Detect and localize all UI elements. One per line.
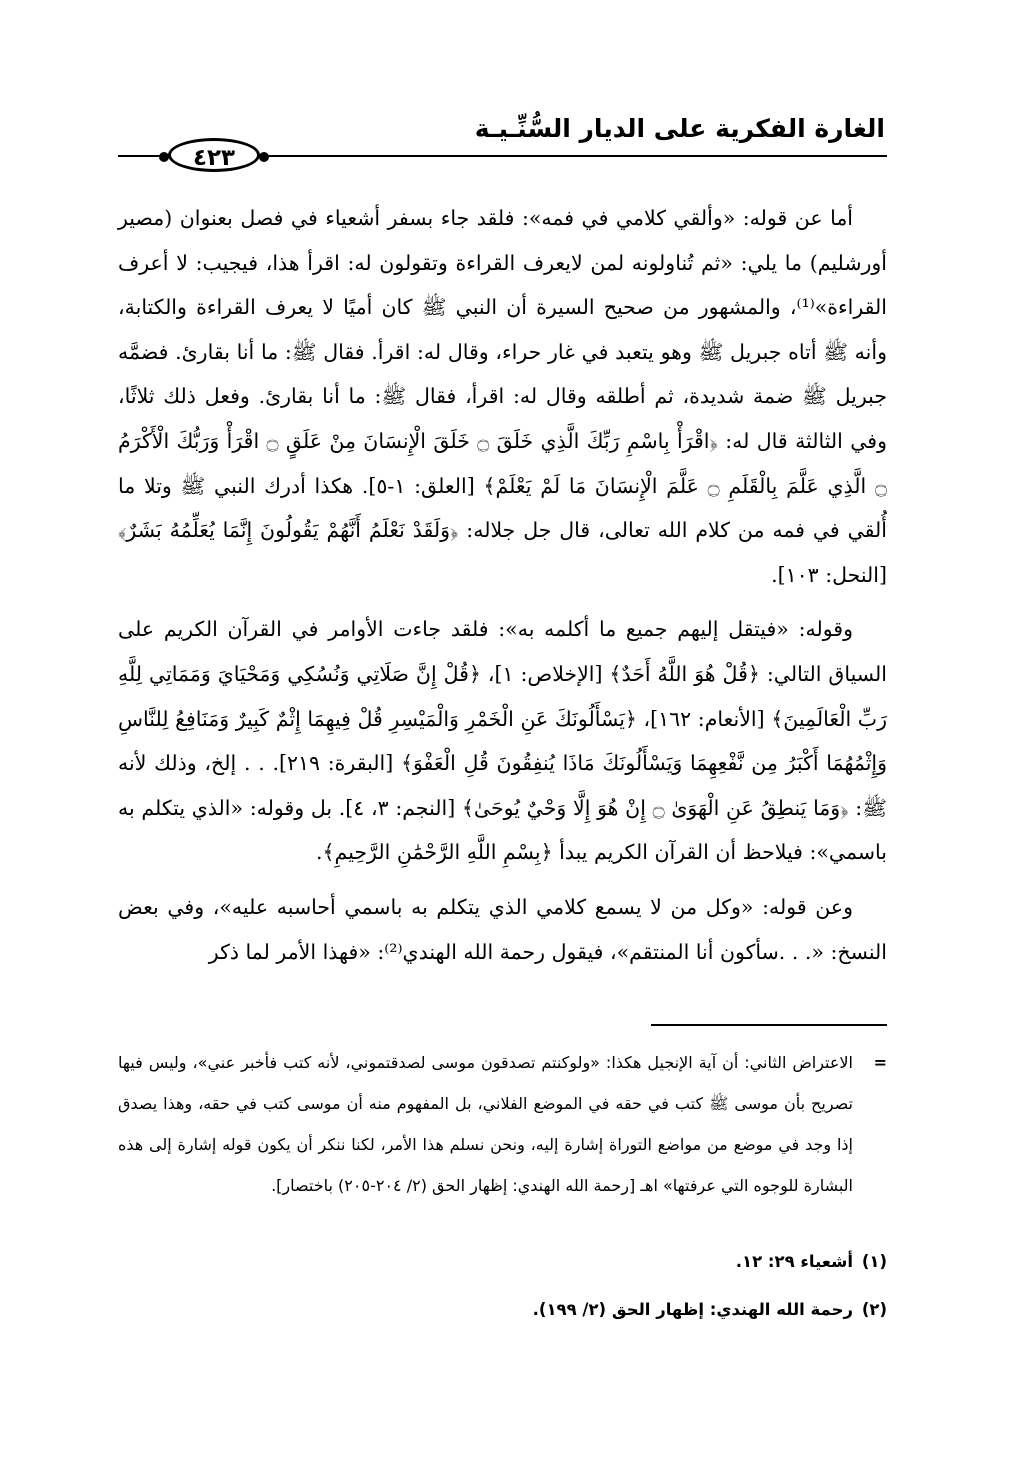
footnote-item [118,1286,887,1334]
footnote-text: أشعياء ٢٩: ١٢. [735,1252,853,1271]
body-text [118,196,887,980]
footnotes [118,1238,887,1334]
paragraph-3 [118,885,887,974]
paragraph-line: أدرك النبي ﷺ وتلا ما أُلقي في فمه من كلام الله تعالى، قال جل جلاله: ﴿وَلَقَدْ نَعْلَمُ [118,473,887,543]
footnote-item [118,1238,887,1286]
paragraph-line: بقارئ. وفعل ذلك ثلاثًا، وفي الثالثة قال له: ﴿اقْرَأْ بِاسْمِ رَبِّكَ الَّذِي خَلَقَ ۝ خَلَقَ الْإِنسَانَ مِنْ [118,384,888,453]
paragraph-line: وقوله: «الذي يتكلم به باسمي»: فيلاحظ أن القرآن الكريم يبدأ ﴿بِسْمِ اللَّهِ الرَّحْمَٰنِ [118,795,887,865]
continuation-text [118,1042,853,1206]
paragraph-line: والكتابة، وأنه ﷺ أتاه جبريل ﷺ وهو يتعبد في غار حراء، وقال له: اقرأ. فقال ﷺ: [118,295,887,364]
paragraph-1 [118,196,887,597]
continuation-line: الاعتراض الثاني: أن آية الإنجيل هكذا: «ولوكنتم تصدقون موسى لصدقتموني، لأنه كتب فأخبر عني»، [192,1053,854,1072]
continuation-line: حقه، وهذا يصدق إذا وجد في موضع من مواضع التوراة إشارة إليه، ونحن نسلم هذا الأمر، لكنا ننكر أن [118,1094,853,1154]
paragraph-line: أورشليم) ما يلي: «ثم تُناولونه لمن لايعرف القراءة وتقولون له: اقرأ هذا، فيجيب: لا [176,250,887,275]
paragraph-line: الرَّحِيمِ﴾. [316,840,391,865]
paragraph-line: ما أنا بقارئ. فضمَّه جبريل ﷺ ضمة شديدة، ثم أطلقه وقال له: اقرأ، فقال ﷺ: ما أنا [118,339,887,409]
footnote-continuation [118,1042,887,1206]
paragraph-line: النسخ: «. . .سأكون أنا المنتقم»، فيقول رحمة الله الهندي⁽²⁾: «فهذا الأمر لما ذكر [208,939,887,964]
paragraph-line: أعرف القراءة»⁽¹⁾، والمشهور من صحيح السيرة أن النبي ﷺ كان أميًا لا يعرف القراءة [118,250,887,320]
footnote-marker: (٢) [861,1300,887,1319]
continuation-line: وليس فيها تصريح بأن موسى ﷺ كتب في حقه في الموضع الفلاني، بل المفهوم منه أن موسى كتب في [118,1053,853,1113]
continuation-line: باختصار]. [271,1176,333,1195]
paragraph-line: وقوله: «فيتقل إليهم جميع ما أكلمه به»: فلقد جاءت الأوامر في القرآن الكريم على [118,617,853,642]
footnote-text: رحمة الله الهندي: إظهار الحق (٢/ ١٩٩). [532,1300,853,1319]
continuation-line: يكون قوله إشارة إلى هذه البشارة للوجوه التي عرفتها» اهـ [رحمة الله الهندي: إظهار الحق (٢/ ٢٠٤-٢٠٥) [118,1135,853,1195]
paragraph-line: أَنَّهُمْ يَقُولُونَ إِنَّمَا يُعَلِّمُهُ بَشَرٌ﴾ [النحل: ١٠٣]. [118,518,887,587]
paragraph-line: لِلَّهِ رَبِّ الْعَالَمِينَ﴾ [الأنعام: ١٦٢]، ﴿يَسْأَلُونَكَ عَنِ الْخَمْرِ وَالْمَيْسِرِ قُلْ فِيهِمَا إِثْمٌ كَبِيرٌ [118,661,887,731]
paragraph-line: السياق التالي: ﴿قُلْ هُوَ اللَّهُ أَحَدٌ﴾ [الإخلاص: ١]، ﴿قُلْ إِنَّ صَلَاتِي وَنُسُكِي وَمَحْيَايَ وَمَمَاتِي [149,661,887,686]
page-number: ٤٢٣ [168,138,260,172]
running-header-title: الغارة الفكرية على الديار السُّنِّـيـة [474,114,885,143]
paragraph-line: وعن قوله: «وكل من لا يسمع كلامي الذي يتكلم به باسمي أحاسبه عليه»، وفي بعض [118,894,853,919]
footnote-separator [651,1024,887,1026]
footnote-marker: (١) [861,1252,887,1271]
paragraph-line: إلخ، وذلك لأنه ﷺ: ﴿وَمَا يَنطِقُ عَنِ الْهَوَىٰ ۝ إِنْ هُوَ إِلَّا وَحْيٌ يُوحَىٰ﴾ [النجم: ٣، ٤]. بل [118,751,887,820]
paragraph-line: عَلَقٍ ۝ اقْرَأْ وَرَبُّكَ الْأَكْرَمُ ۝ الَّذِي عَلَّمَ بِالْقَلَمِ ۝ عَلَّمَ الْإِنسَانَ مَا لَمْ يَعْلَمْ﴾ [العلق: ١-٥]. هكذا [118,428,887,498]
paragraph-line: وَمَنَافِعُ لِلنَّاسِ وَإِثْمُهُمَا أَكْبَرُ مِن نَّفْعِهِمَا وَيَسْأَلُونَكَ مَاذَا يُنفِقُونَ قُلِ الْعَفْوَ﴾ [البقرة: ٢١٩]. . . [118,706,887,776]
continuation-marker: = [873,1053,887,1072]
paragraph-line: أما عن قوله: «وألقي كلامي في فمه»: فلقد جاء بسفر أشعياء في فصل بعنوان (مصير [118,206,853,230]
paragraph-2 [118,607,887,875]
